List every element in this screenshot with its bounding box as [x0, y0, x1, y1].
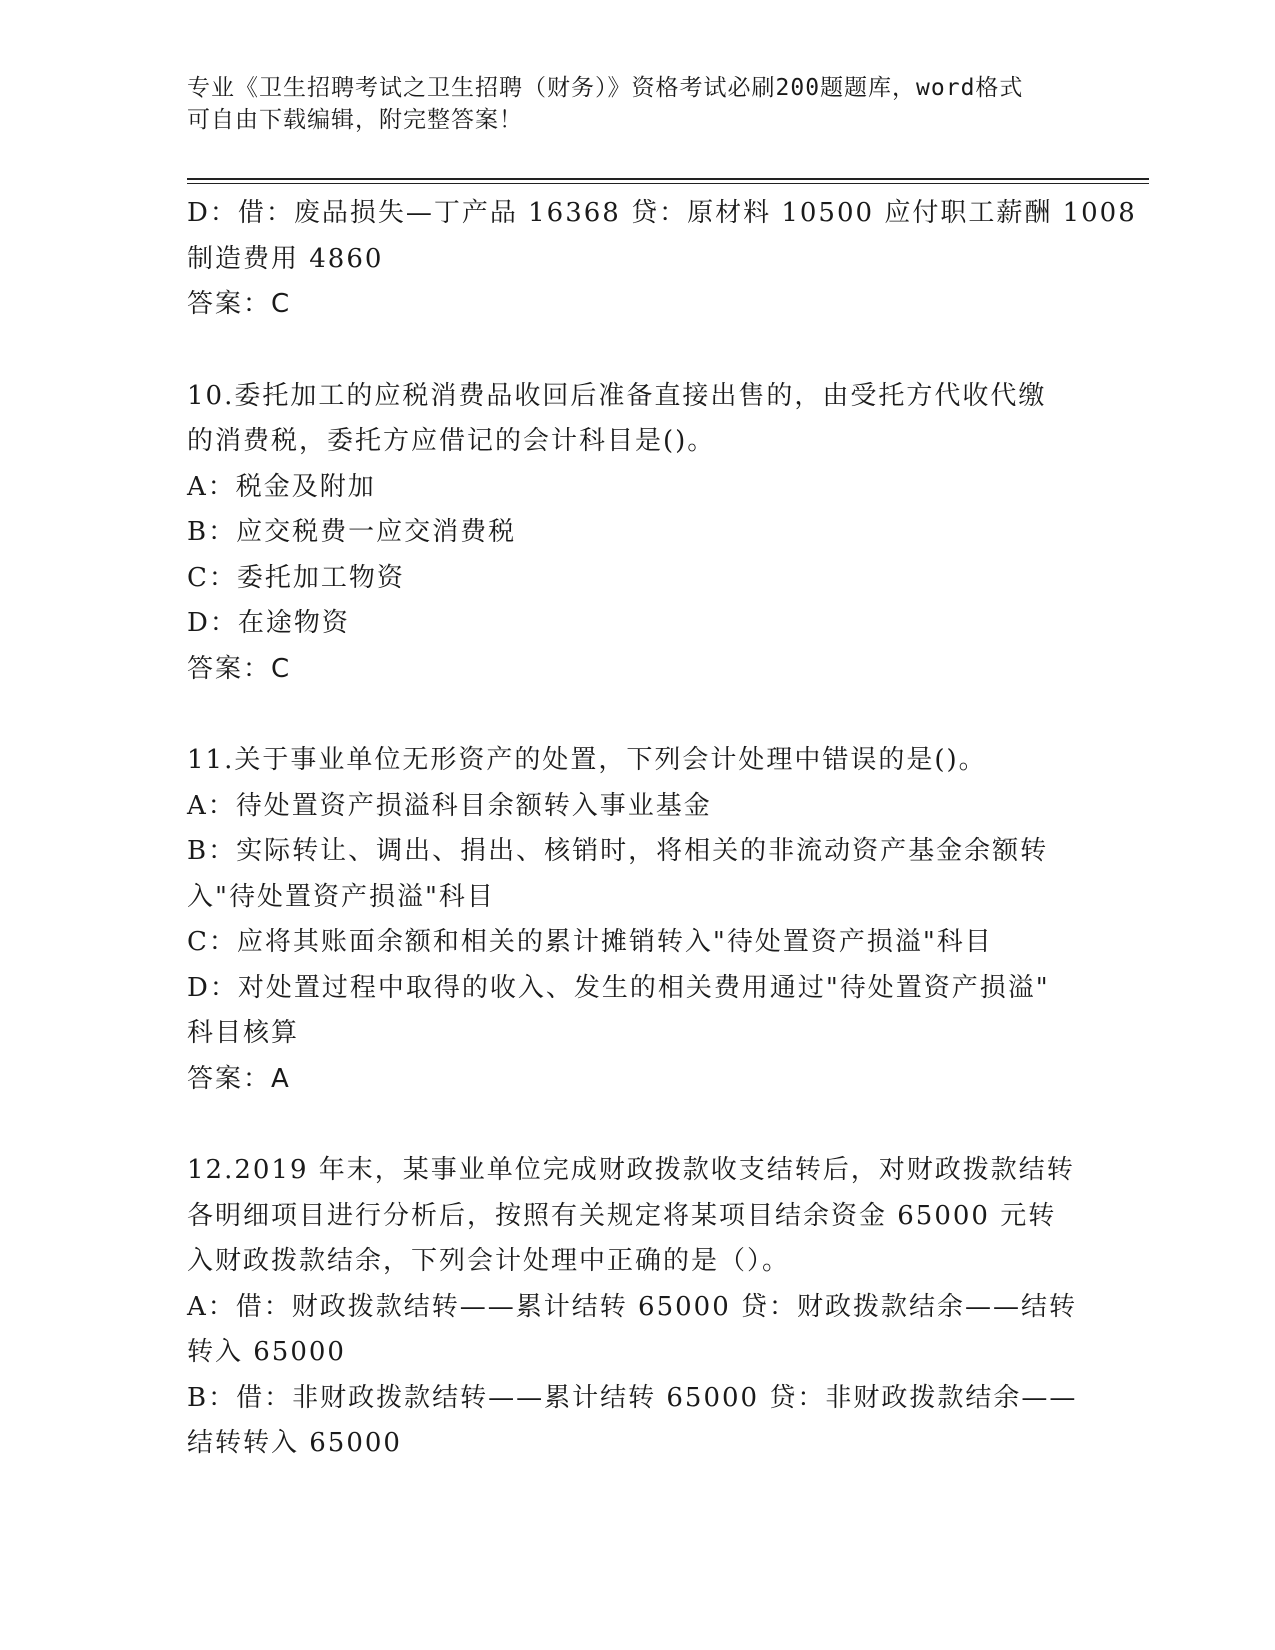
q9-option-d-line-2: 制造费用 4860	[187, 243, 384, 274]
q10-option-b: B：应交税费一应交消费税	[187, 517, 517, 547]
question-content	[187, 191, 1137, 1467]
document-header	[187, 72, 1067, 136]
question-11	[187, 738, 1087, 1102]
q12-stem-line-3: 入财政拨款结余，下列会计处理中正确的是（）。	[187, 1246, 791, 1276]
header-divider-thick	[187, 178, 1149, 180]
q12-option-b-line-1: B：借：非财政拨款结转——累计结转 65000 贷：非财政拨款结余——	[187, 1382, 1078, 1413]
question-10	[187, 374, 1087, 693]
q11-stem-line-1: 11.关于事业单位无形资产的处置，下列会计处理中错误的是()。	[187, 745, 987, 775]
q11-option-b-line-2: 入"待处置资产损溢"科目	[187, 881, 495, 912]
header-divider-thin	[187, 183, 1149, 184]
question-9-tail	[187, 191, 1137, 328]
q9-option-d-line-1: D：借：废品损失—丁产品 16368 贷：原材料 10500 应付职工薪酬 1008	[187, 198, 1137, 228]
q11-option-c: C：应将其账面余额和相关的累计摊销转入"待处置资产损溢"科目	[187, 927, 993, 957]
question-12	[187, 1148, 1087, 1467]
q12-option-a-line-2: 转入 65000	[187, 1337, 346, 1367]
q11-option-d-line-2: 科目核算	[187, 1018, 300, 1048]
q10-answer: 答案：C	[187, 653, 292, 684]
q11-answer: 答案：A	[187, 1063, 291, 1094]
spacer	[187, 1102, 1087, 1148]
spacer	[187, 692, 1087, 738]
q10-option-d: D：在途物资	[187, 608, 350, 638]
q11-option-a: A：待处置资产损溢科目余额转入事业基金	[187, 790, 712, 821]
q10-option-c: C：委托加工物资	[187, 562, 405, 593]
q10-option-a: A：税金及附加	[187, 471, 376, 502]
q12-stem-line-1: 12.2019 年末，某事业单位完成财政拨款收支结转后，对财政拨款结转	[187, 1155, 1075, 1185]
q12-option-b-line-2: 结转转入 65000	[187, 1428, 402, 1458]
q9-answer: 答案：C	[187, 289, 292, 319]
q11-option-d-line-1: D：对处置过程中取得的收入、发生的相关费用通过"待处置资产损溢"	[187, 972, 1050, 1003]
q12-option-a-line-1: A：借：财政拨款结转——累计结转 65000 贷：财政拨款结余——结转	[187, 1291, 1078, 1322]
header-title-line-1: 专业《卫生招聘考试之卫生招聘（财务）》资格考试必刷200题题库，word格式	[187, 75, 1024, 101]
q10-stem-line-2: 的消费税，委托方应借记的会计科目是()。	[187, 426, 716, 456]
q11-option-b-line-1: B：实际转让、调出、捐出、核销时，将相关的非流动资产基金余额转	[187, 836, 1049, 866]
header-title-line-2: 可自由下载编辑，附完整答案！	[187, 107, 523, 133]
q10-stem-line-1: 10.委托加工的应税消费品收回后准备直接出售的，由受托方代收代缴	[187, 380, 1047, 411]
spacer	[187, 328, 1087, 374]
q12-stem-line-2: 各明细项目进行分析后，按照有关规定将某项目结余资金 65000 元转	[187, 1200, 1057, 1231]
